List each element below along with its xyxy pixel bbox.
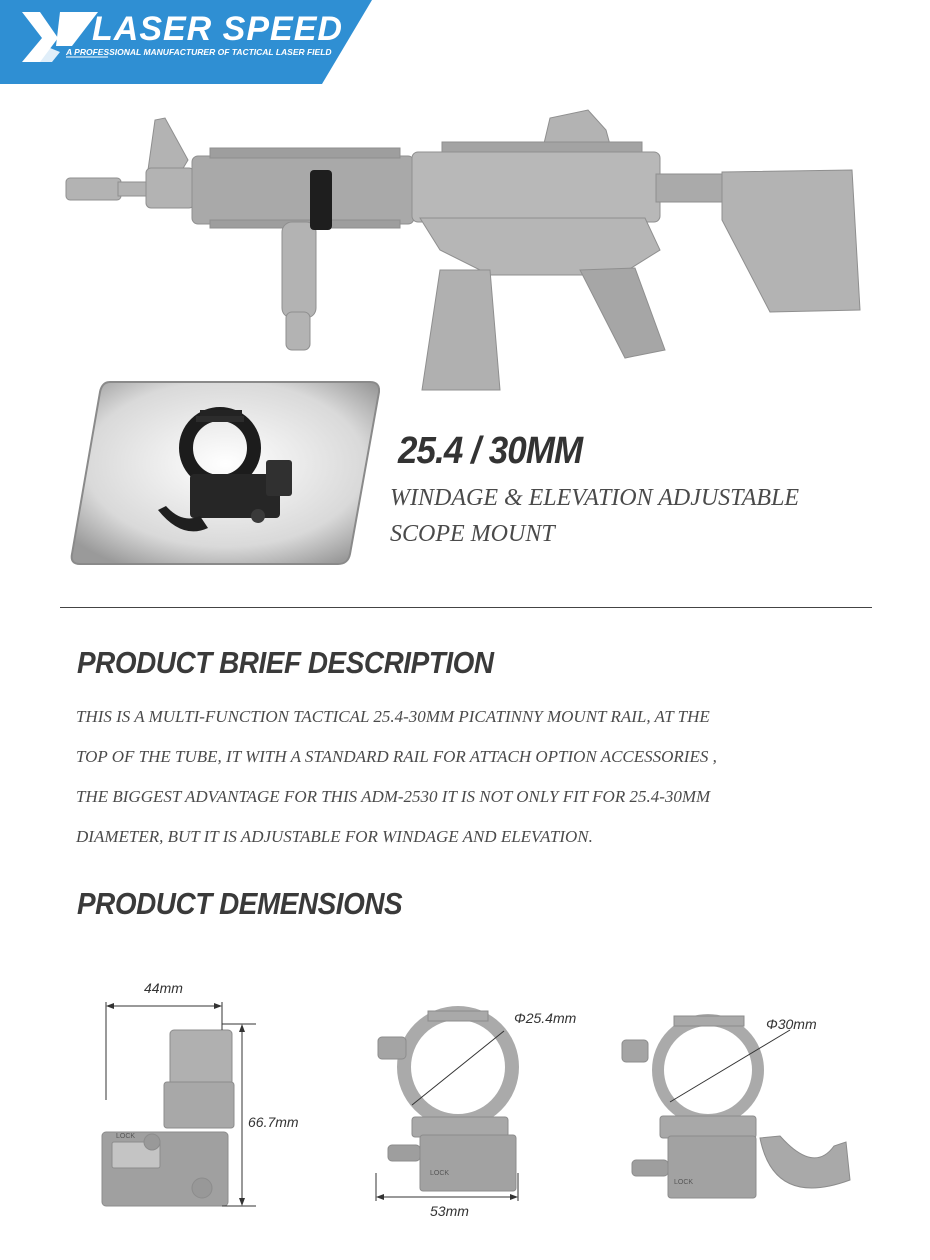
product-size-title: 25.4 / 30MM <box>398 430 583 472</box>
lock-label: LOCK <box>430 1170 450 1177</box>
side-view-diagram <box>96 990 266 1215</box>
product-subtitle-line-2: SCOPE MOUNT <box>390 521 555 547</box>
height-dimension-label: 66.7mm <box>248 1114 299 1130</box>
lock-label: LOCK <box>116 1133 136 1140</box>
product-subtitle-line-1: WINDAGE & ELEVATION ADJUSTABLE <box>390 485 800 511</box>
product-photo-card <box>70 378 380 568</box>
front-view-diagram-25mm <box>368 1005 528 1210</box>
description-line: THE BIGGEST ADVANTAGE FOR THIS ADM-2530 IT IS NOT ONLY FIT FOR 25.4-30MM <box>76 787 711 806</box>
ring-30mm-label: Φ30mm <box>766 1016 817 1032</box>
brand-name: LASER SPEED <box>92 10 343 48</box>
description-line: TOP OF THE TUBE, IT WITH A STANDARD RAIL FOR ATTACH OPTION ACCESSORIES , <box>76 747 717 766</box>
base-width-label: 53mm <box>430 1203 469 1219</box>
lock-label: LOCK <box>674 1179 694 1186</box>
brand-tagline: A PROFESSIONAL MANUFACTURER OF TACTICAL LASER FIELD <box>66 47 332 57</box>
section-divider <box>60 607 872 608</box>
mounted-scope-ring <box>310 170 332 230</box>
ring-25mm-label: Φ25.4mm <box>514 1010 577 1026</box>
description-line: THIS IS A MULTI-FUNCTION TACTICAL 25.4-30MM PICATINNY MOUNT RAIL, AT THE <box>76 707 710 726</box>
dimensions-heading: PRODUCT DEMENSIONS <box>77 886 403 921</box>
description-line: DIAMETER, BUT IT IS ADJUSTABLE FOR WINDAGE AND ELEVATION. <box>76 827 593 846</box>
rifle-illustration <box>60 100 865 395</box>
description-heading: PRODUCT BRIEF DESCRIPTION <box>77 645 494 680</box>
width-dimension-label: 44mm <box>144 980 183 996</box>
front-view-diagram-30mm <box>614 1012 864 1207</box>
